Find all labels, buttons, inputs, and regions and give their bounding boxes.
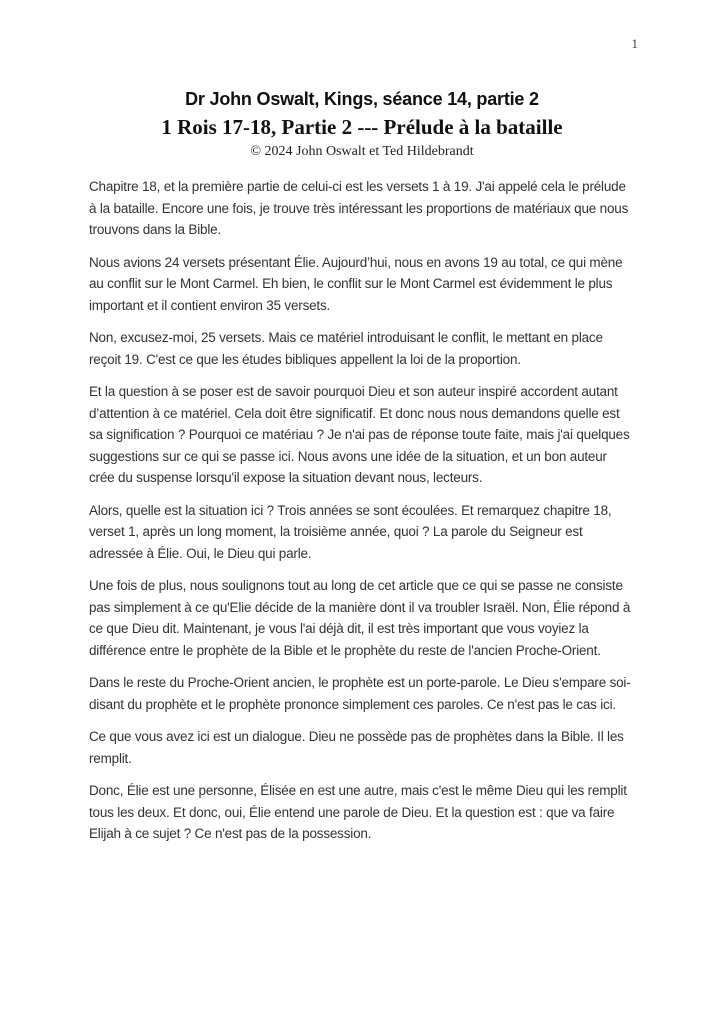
document-body: [89, 176, 635, 856]
copyright-line: © 2024 John Oswalt et Ted Hildebrandt: [250, 144, 474, 159]
paragraph: Ce que vous avez ici est un dialogue. Dieu ne possède pas de prophètes dans la Bible. Il les remplit.: [89, 729, 624, 766]
paragraph: Et la question à se poser est de savoir pourquoi Dieu et son auteur inspiré accordent autant d’attention à ce matériel. Cela doit être significatif. Et donc nous nous demandons quelle est sa signification ? Pourquoi ce matériau ? Je n'ai pas de réponse toute faite, mais j'ai quelques suggestions sur ce qui se passe ici. Nous avons une idée de la situation, et un bon auteur crée du suspense lorsqu'il expose la situation devant nous, lecteurs.: [89, 384, 630, 485]
paragraph: Donc, Élie est une personne, Élisée en est une autre, mais c'est le même Dieu qui les remplit tous les deux. Et donc, oui, Élie entend une parole de Dieu. Et la question est : que va faire Elijah à ce sujet ? Ce n'est pas de la possession.: [89, 783, 627, 841]
paragraph: Nous avions 24 versets présentant Élie. Aujourd’hui, nous en avons 19 au total, ce qui mène au conflit sur le Mont Carmel. Eh bien, le conflit sur le Mont Carmel est évidemment le plus important et il contient environ 35 versets.: [89, 254, 623, 313]
paragraph: Chapitre 18, et la première partie de celui-ci est les versets 1 à 19. J'ai appelé cela le prélude à la bataille. Encore une fois, je trouve très intéressant les proportions de matériaux que nous trouvons dans la Bible.: [89, 179, 629, 237]
paragraph: Alors, quelle est la situation ici ? Trois années se sont écoulées. Et remarquez chapitre 18, verset 1, après un long moment, la troisième année, quoi ? La parole du Seigneur est adressée à Élie. Oui, le Dieu qui parle.: [89, 502, 612, 561]
paragraph: Une fois de plus, nous soulignons tout au long de cet article que ce qui se passe ne consiste pas simplement à ce qu'Elie décide de la manière dont il va troubler Israël. Non, Élie répond à ce que Dieu dit. Maintenant, je vous l'ai déjà dit, il est très important que vous voyiez la différence entre le prophète de la Bible et le prophète du reste de l'ancien Proche-Orient.: [89, 578, 631, 658]
page-number: 1: [631, 36, 638, 51]
paragraph: Dans le reste du Proche-Orient ancien, le prophète est un porte-parole. Le Dieu s'empare soi-disant du prophète et le prophète prononce simplement ces paroles. Ce n'est pas le cas ici.: [89, 675, 631, 712]
title-line-2: 1 Rois 17-18, Partie 2 --- Prélude à la bataille: [161, 115, 563, 139]
document-header: [0, 86, 724, 161]
paragraph: Non, excusez-moi, 25 versets. Mais ce matériel introduisant le conflit, le mettant en place reçoit 19. C'est ce que les études bibliques appellent la loi de la proportion.: [89, 330, 603, 367]
title-line-1: Dr John Oswalt, Kings, séance 14, partie 2: [185, 89, 539, 109]
